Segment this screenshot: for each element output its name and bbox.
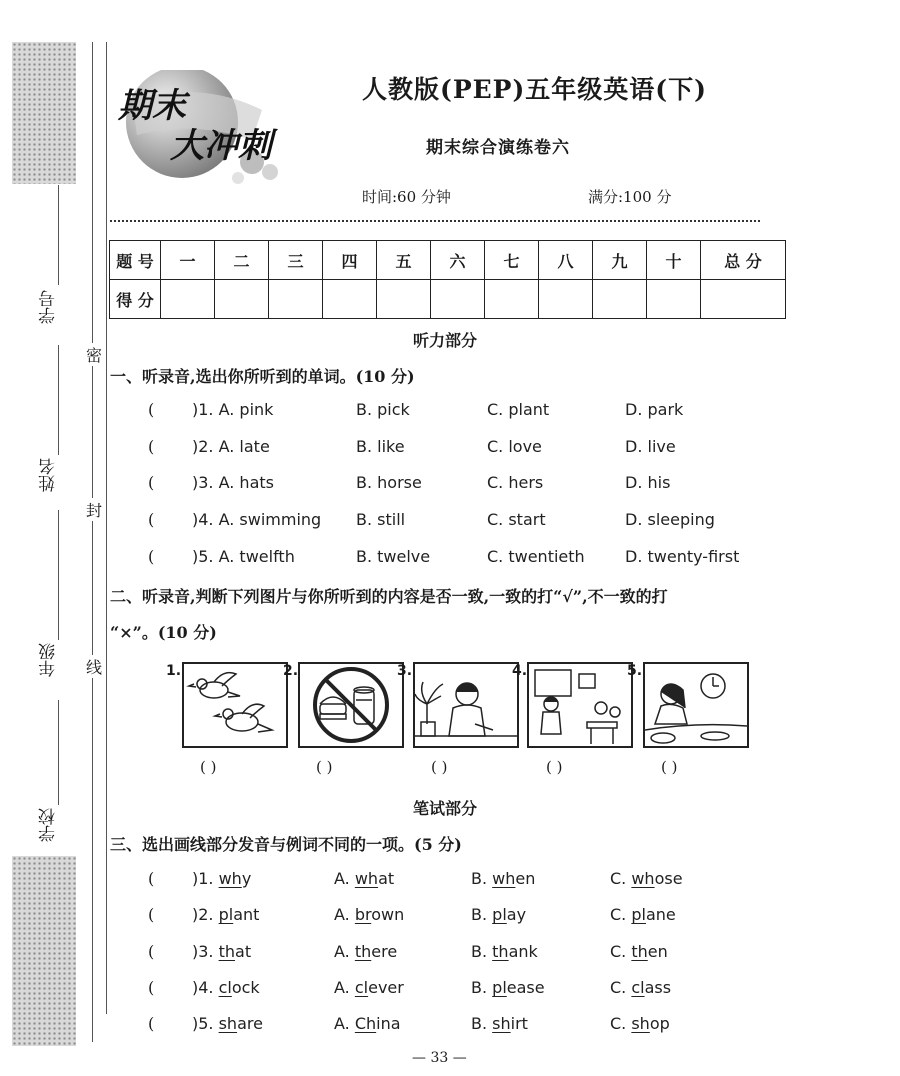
question-option-c: C. plane bbox=[610, 905, 676, 924]
list-item bbox=[0, 547, 900, 571]
question-option-a: A. clever bbox=[334, 978, 404, 997]
logo-text-line1: 期末 bbox=[118, 86, 186, 126]
question-option-d: D. sleeping bbox=[625, 510, 715, 529]
example-word: )4. clock bbox=[192, 978, 260, 997]
section3-heading: 三、选出画线部分发音与例词不同的一项。(5 分) bbox=[110, 835, 462, 854]
label-student-number: 学号 bbox=[39, 290, 59, 324]
question-option-a: A. what bbox=[334, 869, 395, 888]
page-number: — 33 — bbox=[412, 1050, 467, 1066]
score-table-col: 八 bbox=[539, 241, 593, 280]
list-item bbox=[0, 437, 900, 461]
section1-heading: 一、听录音,选出你所听到的单词。(10 分) bbox=[110, 367, 415, 386]
exam-full-score: 满分:100 分 bbox=[588, 188, 672, 206]
question-option-b: B. twelve bbox=[356, 547, 431, 566]
score-cell[interactable] bbox=[539, 280, 593, 319]
question-option-d: D. live bbox=[625, 437, 676, 456]
question-option-c: C. shop bbox=[610, 1014, 670, 1033]
question-option-a: )4. A. swimming bbox=[192, 510, 322, 529]
question-option-c: C. love bbox=[487, 437, 542, 456]
margin-pattern-top bbox=[12, 42, 76, 184]
picture-number: 5. bbox=[627, 663, 643, 679]
question-option-b: B. still bbox=[356, 510, 406, 529]
answer-paren[interactable]: ( bbox=[148, 400, 155, 419]
score-cell-total[interactable] bbox=[701, 280, 786, 319]
list-item bbox=[0, 905, 900, 929]
answer-paren[interactable]: ( bbox=[148, 510, 155, 529]
question-option-c: C. then bbox=[610, 942, 668, 961]
section2-heading-line1: 二、听录音,判断下列图片与你所听到的内容是否一致,一致的打“√”,不一致的打 bbox=[110, 587, 668, 606]
answer-paren[interactable]: ( bbox=[148, 978, 155, 997]
score-cell[interactable] bbox=[377, 280, 431, 319]
question-option-b: B. shirt bbox=[471, 1014, 528, 1033]
list-item bbox=[0, 1014, 900, 1038]
question-option-b: B. horse bbox=[356, 473, 422, 492]
field-line-xuexiao bbox=[58, 700, 59, 805]
example-word: )1. why bbox=[192, 869, 252, 888]
question-option-d: D. twenty-first bbox=[625, 547, 740, 566]
listening-part-title: 听力部分 bbox=[413, 331, 478, 350]
exam-title: 人教版(PEP)五年级英语(下) bbox=[362, 75, 707, 104]
answer-paren-4[interactable]: ( ) bbox=[546, 758, 563, 776]
picture-classroom bbox=[527, 662, 633, 748]
answer-paren[interactable]: ( bbox=[148, 905, 155, 924]
picture-birds bbox=[182, 662, 288, 748]
score-cell[interactable] bbox=[647, 280, 701, 319]
seal-char-mi: 密 bbox=[84, 343, 104, 366]
answer-paren-5[interactable]: ( ) bbox=[661, 758, 678, 776]
score-table-score-row bbox=[110, 280, 786, 319]
exam-subtitle: 期末综合演练卷六 bbox=[426, 138, 570, 158]
question-option-c: C. plant bbox=[487, 400, 550, 419]
dotted-divider bbox=[110, 220, 760, 222]
example-word: )3. that bbox=[192, 942, 252, 961]
question-option-a: )1. A. pink bbox=[192, 400, 274, 419]
list-item bbox=[0, 510, 900, 534]
question-option-a: )5. A. twelfth bbox=[192, 547, 295, 566]
picture-no-junk-food bbox=[298, 662, 404, 748]
picture-number: 2. bbox=[283, 663, 299, 679]
question-option-d: D. park bbox=[625, 400, 684, 419]
list-item bbox=[0, 869, 900, 893]
writing-part-title: 笔试部分 bbox=[413, 799, 478, 818]
picture-girl-eating-clock bbox=[643, 662, 749, 748]
score-cell[interactable] bbox=[161, 280, 215, 319]
score-table-col: 六 bbox=[431, 241, 485, 280]
answer-paren[interactable]: ( bbox=[148, 437, 155, 456]
score-table-col: 二 bbox=[215, 241, 269, 280]
score-table-col: 一 bbox=[161, 241, 215, 280]
score-table-col: 四 bbox=[323, 241, 377, 280]
label-name: 姓名 bbox=[39, 458, 59, 492]
question-option-c: C. whose bbox=[610, 869, 683, 888]
score-cell[interactable] bbox=[485, 280, 539, 319]
answer-paren[interactable]: ( bbox=[148, 869, 155, 888]
score-table-col: 九 bbox=[593, 241, 647, 280]
seal-char-feng: 封 bbox=[84, 498, 104, 521]
score-cell[interactable] bbox=[593, 280, 647, 319]
example-word: )2. plant bbox=[192, 905, 260, 924]
picture-number: 3. bbox=[397, 663, 413, 679]
exam-time: 时间:60 分钟 bbox=[362, 188, 451, 206]
example-word: )5. share bbox=[192, 1014, 263, 1033]
answer-paren-3[interactable]: ( ) bbox=[431, 758, 448, 776]
score-cell[interactable] bbox=[215, 280, 269, 319]
question-option-b: B. when bbox=[471, 869, 536, 888]
list-item bbox=[0, 942, 900, 966]
question-option-a: A. brown bbox=[334, 905, 405, 924]
answer-paren[interactable]: ( bbox=[148, 473, 155, 492]
question-option-b: B. thank bbox=[471, 942, 538, 961]
answer-paren[interactable]: ( bbox=[148, 942, 155, 961]
score-cell[interactable] bbox=[269, 280, 323, 319]
question-option-d: D. his bbox=[625, 473, 671, 492]
answer-paren-1[interactable]: ( ) bbox=[200, 758, 217, 776]
label-grade: 年级 bbox=[39, 643, 59, 677]
picture-number: 4. bbox=[512, 663, 528, 679]
score-table-row-label: 得 分 bbox=[110, 280, 161, 319]
score-table-header-row bbox=[110, 241, 786, 280]
score-table-row-label: 题 号 bbox=[110, 241, 161, 280]
label-school: 学校 bbox=[39, 808, 59, 842]
section2-heading-line2: “×”。(10 分) bbox=[110, 623, 217, 642]
picture-number: 1. bbox=[166, 663, 182, 679]
seal-char-xian: 线 bbox=[84, 655, 104, 678]
question-option-c: C. class bbox=[610, 978, 672, 997]
answer-paren[interactable]: ( bbox=[148, 547, 155, 566]
question-option-c: C. twentieth bbox=[487, 547, 585, 566]
question-option-a: )3. A. hats bbox=[192, 473, 274, 492]
score-table-col: 三 bbox=[269, 241, 323, 280]
question-option-b: B. please bbox=[471, 978, 545, 997]
question-option-b: B. play bbox=[471, 905, 527, 924]
list-item bbox=[0, 978, 900, 1002]
logo-text-line2: 大冲刺 bbox=[170, 126, 272, 166]
field-line-xuehao bbox=[58, 185, 59, 285]
list-item bbox=[0, 473, 900, 497]
score-table-col-total: 总 分 bbox=[701, 241, 786, 280]
question-option-a: A. there bbox=[334, 942, 398, 961]
score-cell[interactable] bbox=[323, 280, 377, 319]
score-table-col: 五 bbox=[377, 241, 431, 280]
score-table bbox=[109, 240, 786, 319]
score-table-col: 十 bbox=[647, 241, 701, 280]
question-option-b: B. pick bbox=[356, 400, 410, 419]
question-option-a: )2. A. late bbox=[192, 437, 270, 456]
score-table-col: 七 bbox=[485, 241, 539, 280]
picture-girl-with-plant bbox=[413, 662, 519, 748]
score-cell[interactable] bbox=[431, 280, 485, 319]
answer-paren[interactable]: ( bbox=[148, 1014, 155, 1033]
question-option-b: B. like bbox=[356, 437, 405, 456]
question-option-c: C. hers bbox=[487, 473, 544, 492]
answer-paren-2[interactable]: ( ) bbox=[316, 758, 333, 776]
list-item bbox=[0, 400, 900, 424]
question-option-a: A. China bbox=[334, 1014, 401, 1033]
question-option-c: C. start bbox=[487, 510, 546, 529]
exam-logo bbox=[112, 70, 292, 190]
